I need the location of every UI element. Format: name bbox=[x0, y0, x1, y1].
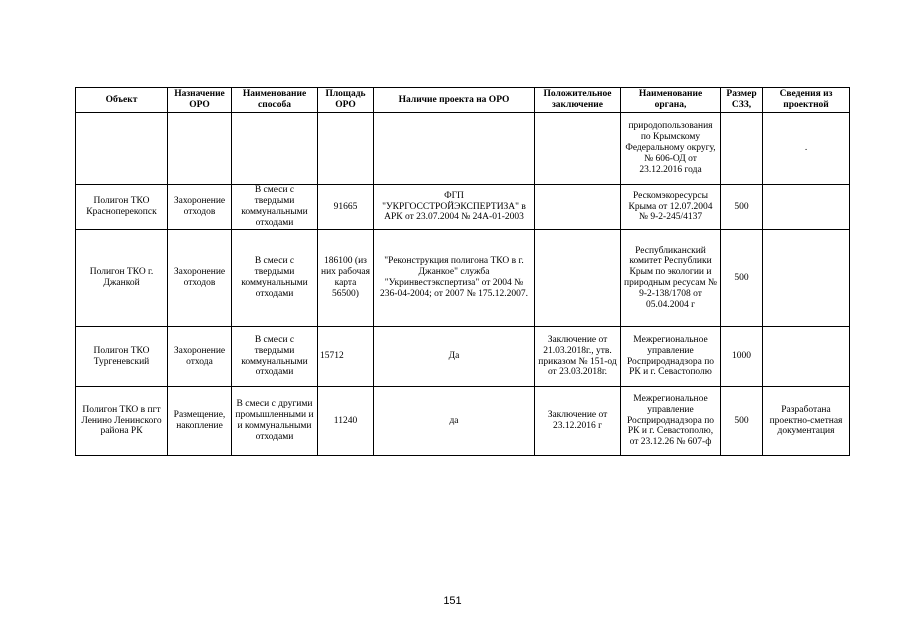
table-cell: В смеси с другими промышленными и и коммунальными отходами bbox=[232, 387, 318, 456]
table-cell: Разработана проектно-сметная документация bbox=[763, 387, 850, 456]
header-szz-size: Размер СЗЗ, bbox=[721, 88, 763, 113]
table-cell: 500 bbox=[721, 230, 763, 327]
table-cell: Республиканский комитет Республики Крым по экологии и природным ресусам № 9-2-138/1708 от 05.04.2004 г bbox=[621, 230, 721, 327]
header-area: Площадь ОРО bbox=[318, 88, 374, 113]
header-authority: Наименование органа, bbox=[621, 88, 721, 113]
table-cell bbox=[168, 113, 232, 185]
oro-table bbox=[75, 87, 850, 456]
table-cell bbox=[535, 185, 621, 230]
table-row bbox=[76, 230, 850, 327]
table-cell: "Реконструкция полигона ТКО в г. Джанкое" служба "Укринвестэкспертиза" от 2004 № 236-04-2004; от 2007 № 175.12.2007. bbox=[374, 230, 535, 327]
table-cell bbox=[763, 185, 850, 230]
table-header-row bbox=[76, 88, 850, 113]
table-cell bbox=[374, 113, 535, 185]
table-row bbox=[76, 185, 850, 230]
table-cell: 186100 (из них рабочая карта 56500) bbox=[318, 230, 374, 327]
table-cell: В смеси с твердыми коммунальными отходами bbox=[232, 230, 318, 327]
header-object: Объект bbox=[76, 88, 168, 113]
table-cell: 500 bbox=[721, 387, 763, 456]
table-cell bbox=[763, 327, 850, 387]
header-project-info: Сведения из проектной bbox=[763, 88, 850, 113]
table-cell: да bbox=[374, 387, 535, 456]
table-cell: 91665 bbox=[318, 185, 374, 230]
table-cell: Полигон ТКО Красноперекопск bbox=[76, 185, 168, 230]
table-cell bbox=[76, 113, 168, 185]
table-cell: 15712 bbox=[318, 327, 374, 387]
table-cell bbox=[721, 113, 763, 185]
header-conclusion: Положительное заключение bbox=[535, 88, 621, 113]
table-cell bbox=[318, 113, 374, 185]
table-cell: ФГП "УКРГОССТРОЙЭКСПЕРТИЗА" в АРК от 23.07.2004 № 24А-01-2003 bbox=[374, 185, 535, 230]
table-cell: Да bbox=[374, 327, 535, 387]
table-cell bbox=[535, 113, 621, 185]
table-cell: . bbox=[763, 113, 850, 185]
table-row bbox=[76, 327, 850, 387]
table-cell: Захоронение отходов bbox=[168, 185, 232, 230]
table-cell: Полигон ТКО Тургеневский bbox=[76, 327, 168, 387]
table-cell: 500 bbox=[721, 185, 763, 230]
header-method: Наименование способа bbox=[232, 88, 318, 113]
table-cell: 1000 bbox=[721, 327, 763, 387]
header-purpose: Назначение ОРО bbox=[168, 88, 232, 113]
table-row bbox=[76, 387, 850, 456]
header-project: Наличие проекта на ОРО bbox=[374, 88, 535, 113]
table-cell: Заключение от 21.03.2018г., утв. приказом № 151-од от 23.03.2018г. bbox=[535, 327, 621, 387]
table-cell: Размещение, накопление bbox=[168, 387, 232, 456]
table-cell bbox=[535, 230, 621, 327]
table-cell: Заключение от 23.12.2016 г bbox=[535, 387, 621, 456]
table-cell: Межрегиональное управление Росприроднадзора по РК и г. Севастополю bbox=[621, 327, 721, 387]
table-cell: природопользования по Крымскому Федеральному округу, № 606-ОД от 23.12.2016 года bbox=[621, 113, 721, 185]
table-cell: В смеси с твердыми коммунальными отходами bbox=[232, 327, 318, 387]
page-number: 151 bbox=[443, 595, 462, 607]
table-cell: Межрегиональное управление Росприроднадзора по РК и г. Севастополю, от 23.12.26 № 607-ф bbox=[621, 387, 721, 456]
table-cell: 11240 bbox=[318, 387, 374, 456]
table-cell bbox=[232, 113, 318, 185]
table-cell: Захоронение отхода bbox=[168, 327, 232, 387]
table-cell: Полигон ТКО в пгт Ленино Ленинского района РК bbox=[76, 387, 168, 456]
table-cell: Захоронение отходов bbox=[168, 230, 232, 327]
table-cell: В смеси с твердыми коммунальными отходами bbox=[232, 185, 318, 230]
table-cell: Полигон ТКО г. Джанкой bbox=[76, 230, 168, 327]
table-cell bbox=[763, 230, 850, 327]
table-row bbox=[76, 113, 850, 185]
table-cell: Рескомэкоресурсы Крыма от 12.07.2004 № 9-2-245/4137 bbox=[621, 185, 721, 230]
